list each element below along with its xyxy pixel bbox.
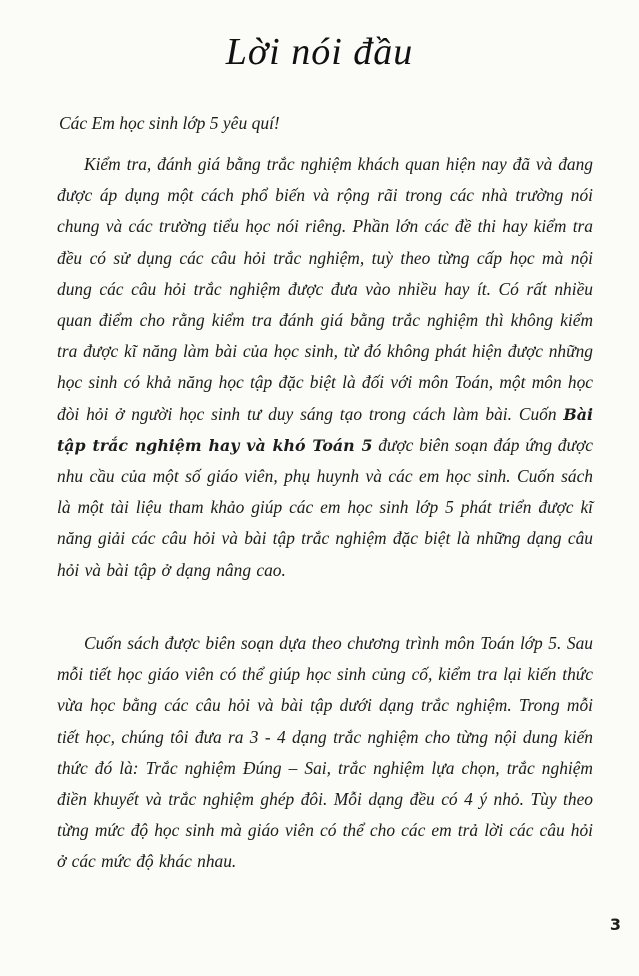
paragraph-1-text-start: Kiểm tra, đánh giá bằng trắc nghiệm khách quan hiện nay đã và đang được áp dụng một cách phổ biến và rộng rãi trong các nhà trường nói chung và các trường tiểu học nói riêng. Phần lớn các đề thi hay kiểm tra đều có sử dụng các câu hỏi trắc nghiệm, tuỳ theo từng cấp học mà nội dung các câu hỏi trắc nghiệm được đưa vào nhiều hay ít. Có rất nhiều quan điểm cho rằng kiểm tra đánh giá bằng trắc nghiệm thì không kiểm tra được kĩ năng làm bài của học sinh, từ đó không phát hiện được những học sinh có khả năng học tập đặc biệt là đối với môn Toán, một môn học đòi hỏi ở người học sinh tư duy sáng tạo trong cách làm bài. Cuốn	[57, 154, 593, 424]
paragraph-1	[57, 149, 593, 586]
paragraph-2: Cuốn sách được biên soạn dựa theo chương trình môn Toán lớp 5. Sau mỗi tiết học giáo viên có thể giúp học sinh củng cố, kiểm tra lại kiến thức vừa học bằng các câu hỏi và bài tập dưới dạng trắc nghiệm. Trong mỗi tiết học, chúng tôi đưa ra 3 - 4 dạng trắc nghiệm cho từng nội dung kiến thức đó là: Trắc nghiệm Đúng – Sai, trắc nghiệm lựa chọn, trắc nghiệm điền khuyết và trắc nghiệm ghép đôi. Mỗi dạng đều có 4 ý nhỏ. Tùy theo từng mức độ học sinh mà giáo viên có thể cho các em trả lời các câu hỏi ở các mức độ khác nhau.	[57, 633, 593, 872]
greeting-line: Các Em học sinh lớp 5 yêu quí!	[59, 113, 280, 133]
book-title-bold: Bài tập trắc nghiệm hay và khó Toán 5	[57, 404, 593, 455]
paragraph-1-text-end: được biên soạn đáp ứng được nhu cầu của một số giáo viên, phụ huynh và các em học sinh. Cuốn sách là một tài liệu tham khảo giúp các em học sinh lớp 5 phát triển được kĩ năng giải các câu hỏi và bài tập trắc nghiệm đặc biệt là những dạng câu hỏi và bài tập ở dạng nâng cao.	[57, 434, 593, 580]
page-title: Lời nói đầu	[225, 31, 414, 73]
page-number: 3	[609, 915, 621, 934]
